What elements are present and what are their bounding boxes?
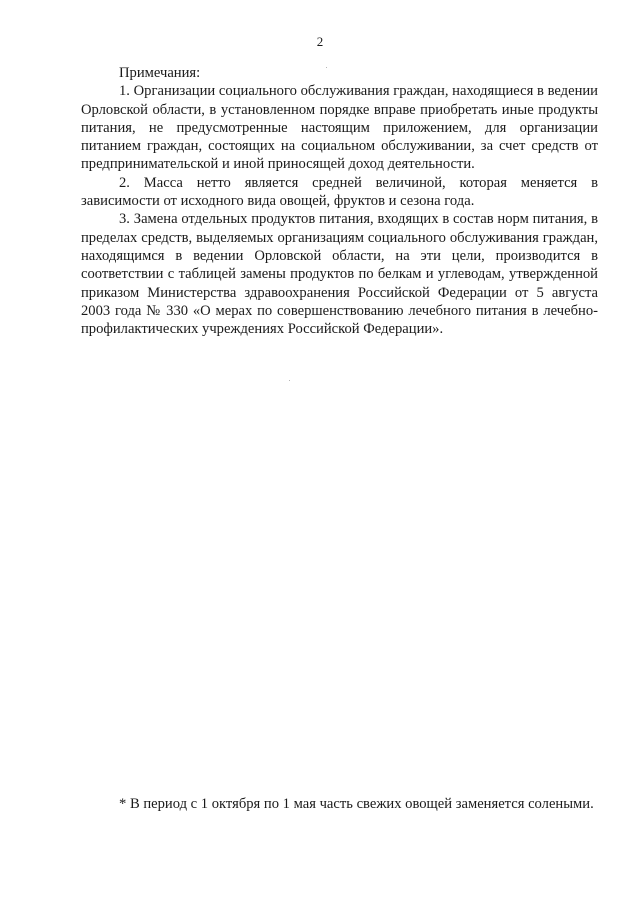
- footnote: * В период с 1 октября по 1 мая часть свежих овощей заменяется солеными.: [119, 796, 594, 812]
- scan-speck: [289, 380, 290, 381]
- note-item-3: 3. Замена отдельных продуктов питания, входящих в состав норм питания, в пределах средств, выделяемых организациям социального обслуживания граждан, находящимся в ведении Орловской области, на эти цели, производится в соответствии с таблицей замены продуктов по белкам и углеводам, утвержденной приказом Министерства здравоохранения Российской Федерации от 5 августа 2003 года № 330 «О мерах по совершенствованию лечебного питания в лечебно-профилактических учреждениях Российской Федерации».: [81, 211, 598, 338]
- scan-speck: [326, 67, 327, 68]
- note-item-2: 2. Масса нетто является средней величиной, которая меняется в зависимости от исходного вида овощей, фруктов и сезона года.: [81, 174, 598, 210]
- note-item-1: 1. Организации социального обслуживания граждан, находящиеся в ведении Орловской области, в установленном порядке вправе приобретать иные продукты питания, не предусмотренные настоящим приложением, для организации питанием граждан, состоящих на социальном обслуживании, за счет средств от предпринимательской и иной приносящей доход деятельности.: [81, 83, 598, 173]
- notes-heading: Примечания:: [119, 65, 201, 81]
- page-number: 2: [316, 34, 324, 49]
- notes-section: [81, 64, 598, 338]
